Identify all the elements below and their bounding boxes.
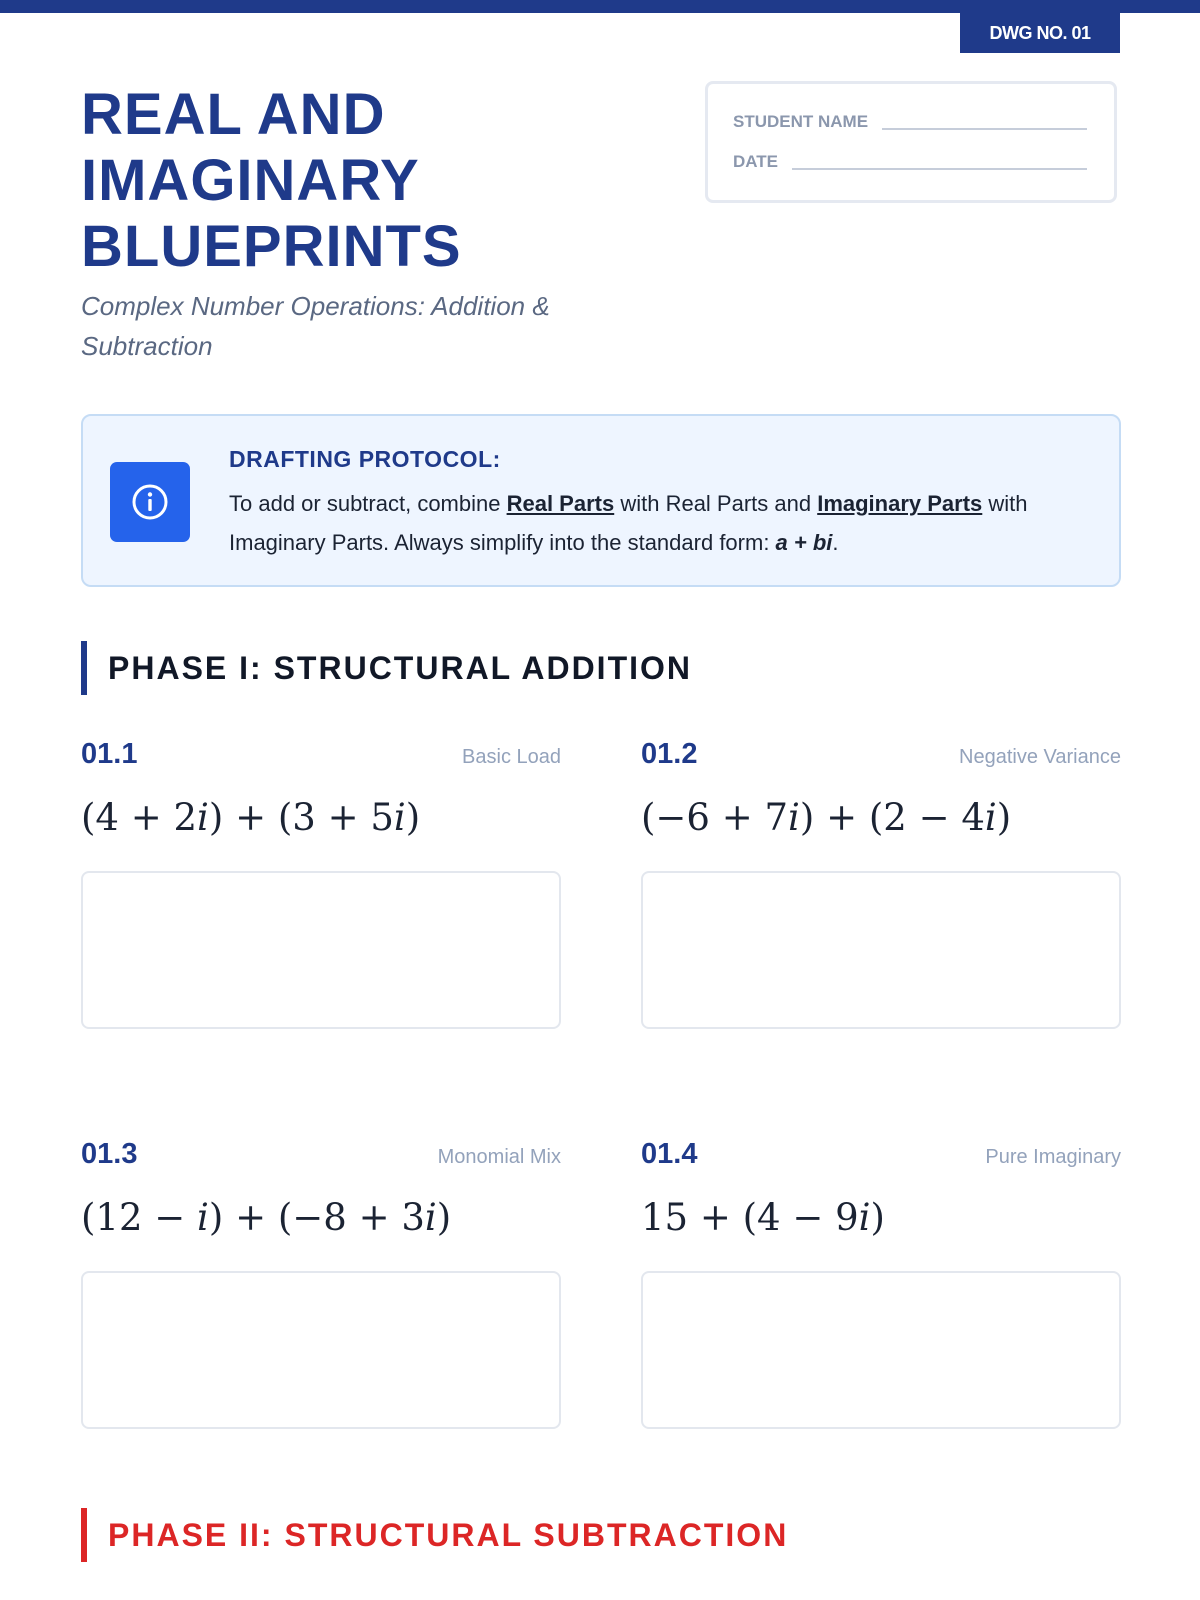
student-name-row [733,112,1087,132]
date-label: DATE [733,152,779,171]
problem-card [641,738,1121,1028]
problem-tag: Negative Variance [959,746,1121,768]
imaginary-parts-term: Imaginary Parts [817,491,983,516]
student-name-label: STUDENT NAME [733,112,869,131]
protocol-text-part: To add or subtract, combine [229,491,507,516]
phase-2-heading: PHASE II: STRUCTURAL SUBTRACTION [81,1508,788,1562]
protocol-title: DRAFTING PROTOCOL: [229,446,501,472]
standard-form: a + bi [775,530,833,555]
protocol-text-part: with Imaginary Parts. Always simplify into the standard form: [229,491,1028,555]
page-title-line-3: BLUEPRINTS [81,214,462,279]
page-title-line-1: REAL AND [81,82,386,147]
protocol-text-part: . [832,530,839,555]
problem-card [81,738,561,1028]
date-row [733,152,1087,172]
answer-box[interactable] [81,871,561,1029]
answer-box[interactable] [81,1271,561,1429]
problem-number: 01.1 [81,738,138,770]
info-icon [110,462,190,542]
page-subtitle: Complex Number Operations: Addition & Subtraction [81,291,550,361]
problem-tag: Monomial Mix [437,1146,561,1168]
real-parts-term: Real Parts [506,491,615,516]
problem-tag: Pure Imaginary [985,1146,1121,1168]
problem-expression: 15 + (4 − 9𝑖) [641,1196,885,1239]
title-block [81,82,641,366]
info-icon-glyph [130,482,170,522]
problem-card [641,1138,1121,1428]
drafting-protocol-callout [81,414,1121,587]
problem-card [81,1138,561,1428]
protocol-text [229,484,1089,562]
top-accent-bar [0,0,1200,13]
protocol-text-part: with Real Parts and [614,491,818,516]
drawing-number-tab: DWG NO. 01 [960,13,1120,53]
answer-box[interactable] [641,871,1121,1029]
answer-box[interactable] [641,1271,1121,1429]
problem-number: 01.2 [641,738,698,770]
problem-tag: Basic Load [462,746,561,768]
student-info-box [705,81,1117,203]
student-name-field[interactable] [882,128,1087,130]
date-field[interactable] [792,168,1087,170]
problem-expression: (4 + 2𝑖) + (3 + 5𝑖) [81,796,421,839]
problem-number: 01.3 [81,1138,138,1170]
problem-expression: (12 − 𝑖) + (−8 + 3𝑖) [81,1196,452,1239]
problem-expression: (−6 + 7𝑖) + (2 − 4𝑖) [641,796,1012,839]
phase-1-heading: PHASE I: STRUCTURAL ADDITION [81,641,692,695]
problem-number: 01.4 [641,1138,698,1170]
page-title-line-2: IMAGINARY [81,148,420,213]
